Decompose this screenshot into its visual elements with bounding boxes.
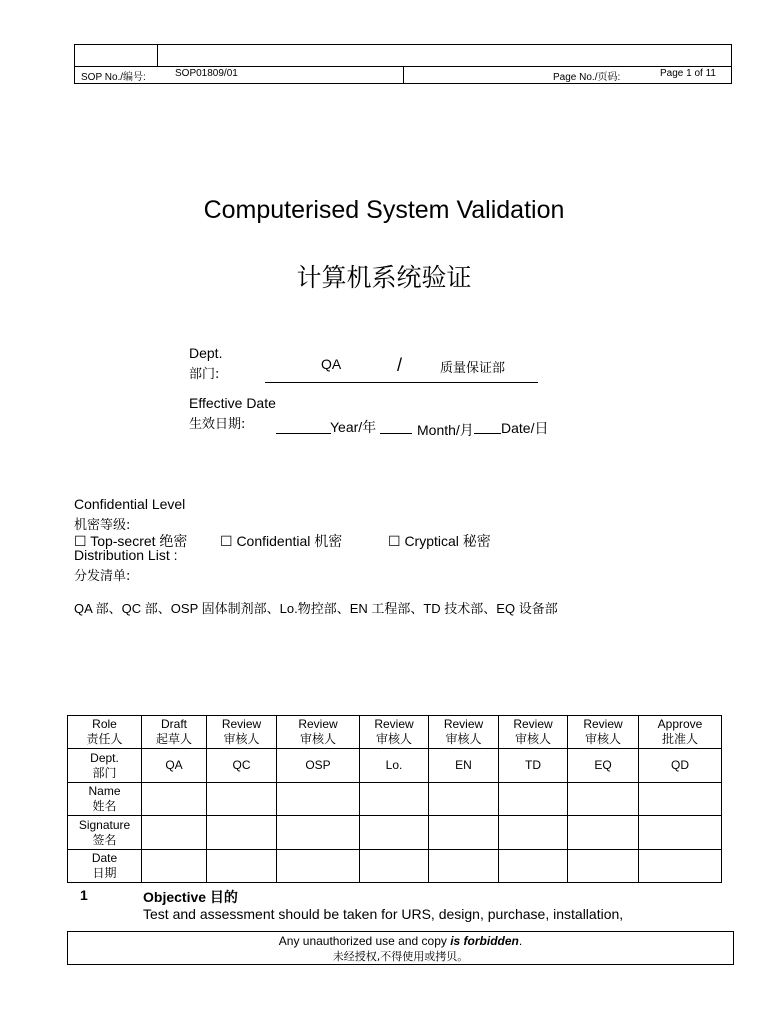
signature-cell[interactable] <box>639 816 722 850</box>
confidential-label-cn: 机密等级: <box>74 518 131 533</box>
date-cell[interactable] <box>499 850 568 883</box>
checkbox-confidential[interactable]: ☐ Confidential 机密 <box>220 533 343 549</box>
name-cell[interactable] <box>207 783 277 816</box>
signature-cell[interactable] <box>499 816 568 850</box>
footer-forbidden-emphasis: is forbidden <box>450 934 519 948</box>
date-cell[interactable] <box>207 850 277 883</box>
section-number: 1 <box>80 887 88 903</box>
footer-line-cn: 未经授权,不得使用或拷贝。 <box>332 950 469 963</box>
signature-cell[interactable] <box>429 816 499 850</box>
signature-cell[interactable] <box>142 816 207 850</box>
sop-number-value: SOP01809/01 <box>175 68 238 79</box>
role-approve-cell: Approve 批准人 <box>639 716 722 749</box>
header-info-row <box>75 66 731 83</box>
confidential-label-en: Confidential Level <box>74 496 186 512</box>
name-cell[interactable] <box>360 783 429 816</box>
effective-date-label-cn: 生效日期: <box>189 417 246 432</box>
dept-label-cn: 部门: <box>189 367 220 382</box>
role-review-cell: Review 审核人 <box>277 716 360 749</box>
date-label: Date/日 <box>501 420 549 436</box>
title-english: Computerised System Validation <box>203 196 565 224</box>
distribution-list-value: QA 部、QC 部、OSP 固体制剂部、Lo.物控部、EN 工程部、TD 技术部、EQ 设备部 <box>74 601 558 616</box>
dept-row <box>68 749 722 783</box>
header-top-row <box>75 45 731 67</box>
distribution-label-cn: 分发清单: <box>74 569 131 584</box>
signature-cell[interactable] <box>277 816 360 850</box>
signature-cell[interactable] <box>207 816 277 850</box>
checkbox-top-secret[interactable]: ☐ Top-secret 绝密 <box>74 533 188 549</box>
sop-number-label: SOP No./编号: <box>81 72 146 83</box>
dept-cell: QA <box>142 749 207 783</box>
date-cell[interactable] <box>568 850 639 883</box>
dept-slash: / <box>397 355 403 375</box>
name-cell[interactable] <box>277 783 360 816</box>
effective-date-label-en: Effective Date <box>189 395 276 411</box>
date-cell[interactable] <box>639 850 722 883</box>
date-cell[interactable] <box>277 850 360 883</box>
name-header-cell: Name 姓名 <box>68 783 142 816</box>
date-row <box>68 850 722 883</box>
section-text: Test and assessment should be taken for URS, design, purchase, installation, <box>143 906 624 922</box>
dept-value-cn: 质量保证部 <box>440 361 506 376</box>
page-number-label: Page No./页码: <box>553 72 621 83</box>
year-blank <box>276 433 331 434</box>
checkbox-cryptical[interactable]: ☐ Cryptical 秘密 <box>388 533 491 549</box>
name-cell[interactable] <box>429 783 499 816</box>
role-draft-cell: Draft 起草人 <box>142 716 207 749</box>
dept-cell: EQ <box>568 749 639 783</box>
name-cell[interactable] <box>142 783 207 816</box>
signature-cell[interactable] <box>360 816 429 850</box>
dept-header-cell: Dept. 部门 <box>68 749 142 783</box>
role-review-cell: Review 审核人 <box>429 716 499 749</box>
date-cell[interactable] <box>142 850 207 883</box>
role-review-cell: Review 审核人 <box>207 716 277 749</box>
section-heading: Objective 目的 <box>143 889 238 905</box>
role-review-cell: Review 审核人 <box>499 716 568 749</box>
dept-cell: QC <box>207 749 277 783</box>
confidentiality-footer <box>67 931 734 965</box>
month-blank <box>380 433 412 434</box>
date-cell[interactable] <box>429 850 499 883</box>
dept-cell: EN <box>429 749 499 783</box>
month-label: Month/月 <box>417 422 474 438</box>
page-number-value: Page 1 of 11 <box>660 68 716 79</box>
dept-cell: Lo. <box>360 749 429 783</box>
dept-label-en: Dept. <box>189 345 223 361</box>
signature-row <box>68 816 722 850</box>
dept-cell: TD <box>499 749 568 783</box>
role-review-cell: Review 审核人 <box>568 716 639 749</box>
signature-cell[interactable] <box>568 816 639 850</box>
role-review-cell: Review 审核人 <box>360 716 429 749</box>
dept-value-en: QA <box>321 356 342 372</box>
name-cell[interactable] <box>639 783 722 816</box>
name-cell[interactable] <box>499 783 568 816</box>
dept-cell: QD <box>639 749 722 783</box>
date-cell[interactable] <box>360 850 429 883</box>
date-header-cell: Date 日期 <box>68 850 142 883</box>
signature-table <box>67 715 722 883</box>
year-label: Year/年 <box>330 419 377 435</box>
signature-header-cell: Signature 签名 <box>68 816 142 850</box>
name-cell[interactable] <box>568 783 639 816</box>
title-chinese: 计算机系统验证 <box>296 263 472 292</box>
role-header-cell: Role 责任人 <box>68 716 142 749</box>
footer-line-en: Any unauthorized use and copy is forbidden. <box>278 934 523 948</box>
distribution-label-en: Distribution List : <box>74 547 178 563</box>
role-row <box>68 716 722 749</box>
name-row <box>68 783 722 816</box>
date-blank <box>474 433 501 434</box>
dept-cell: OSP <box>277 749 360 783</box>
document-header <box>74 44 732 84</box>
dept-underline <box>265 382 538 383</box>
